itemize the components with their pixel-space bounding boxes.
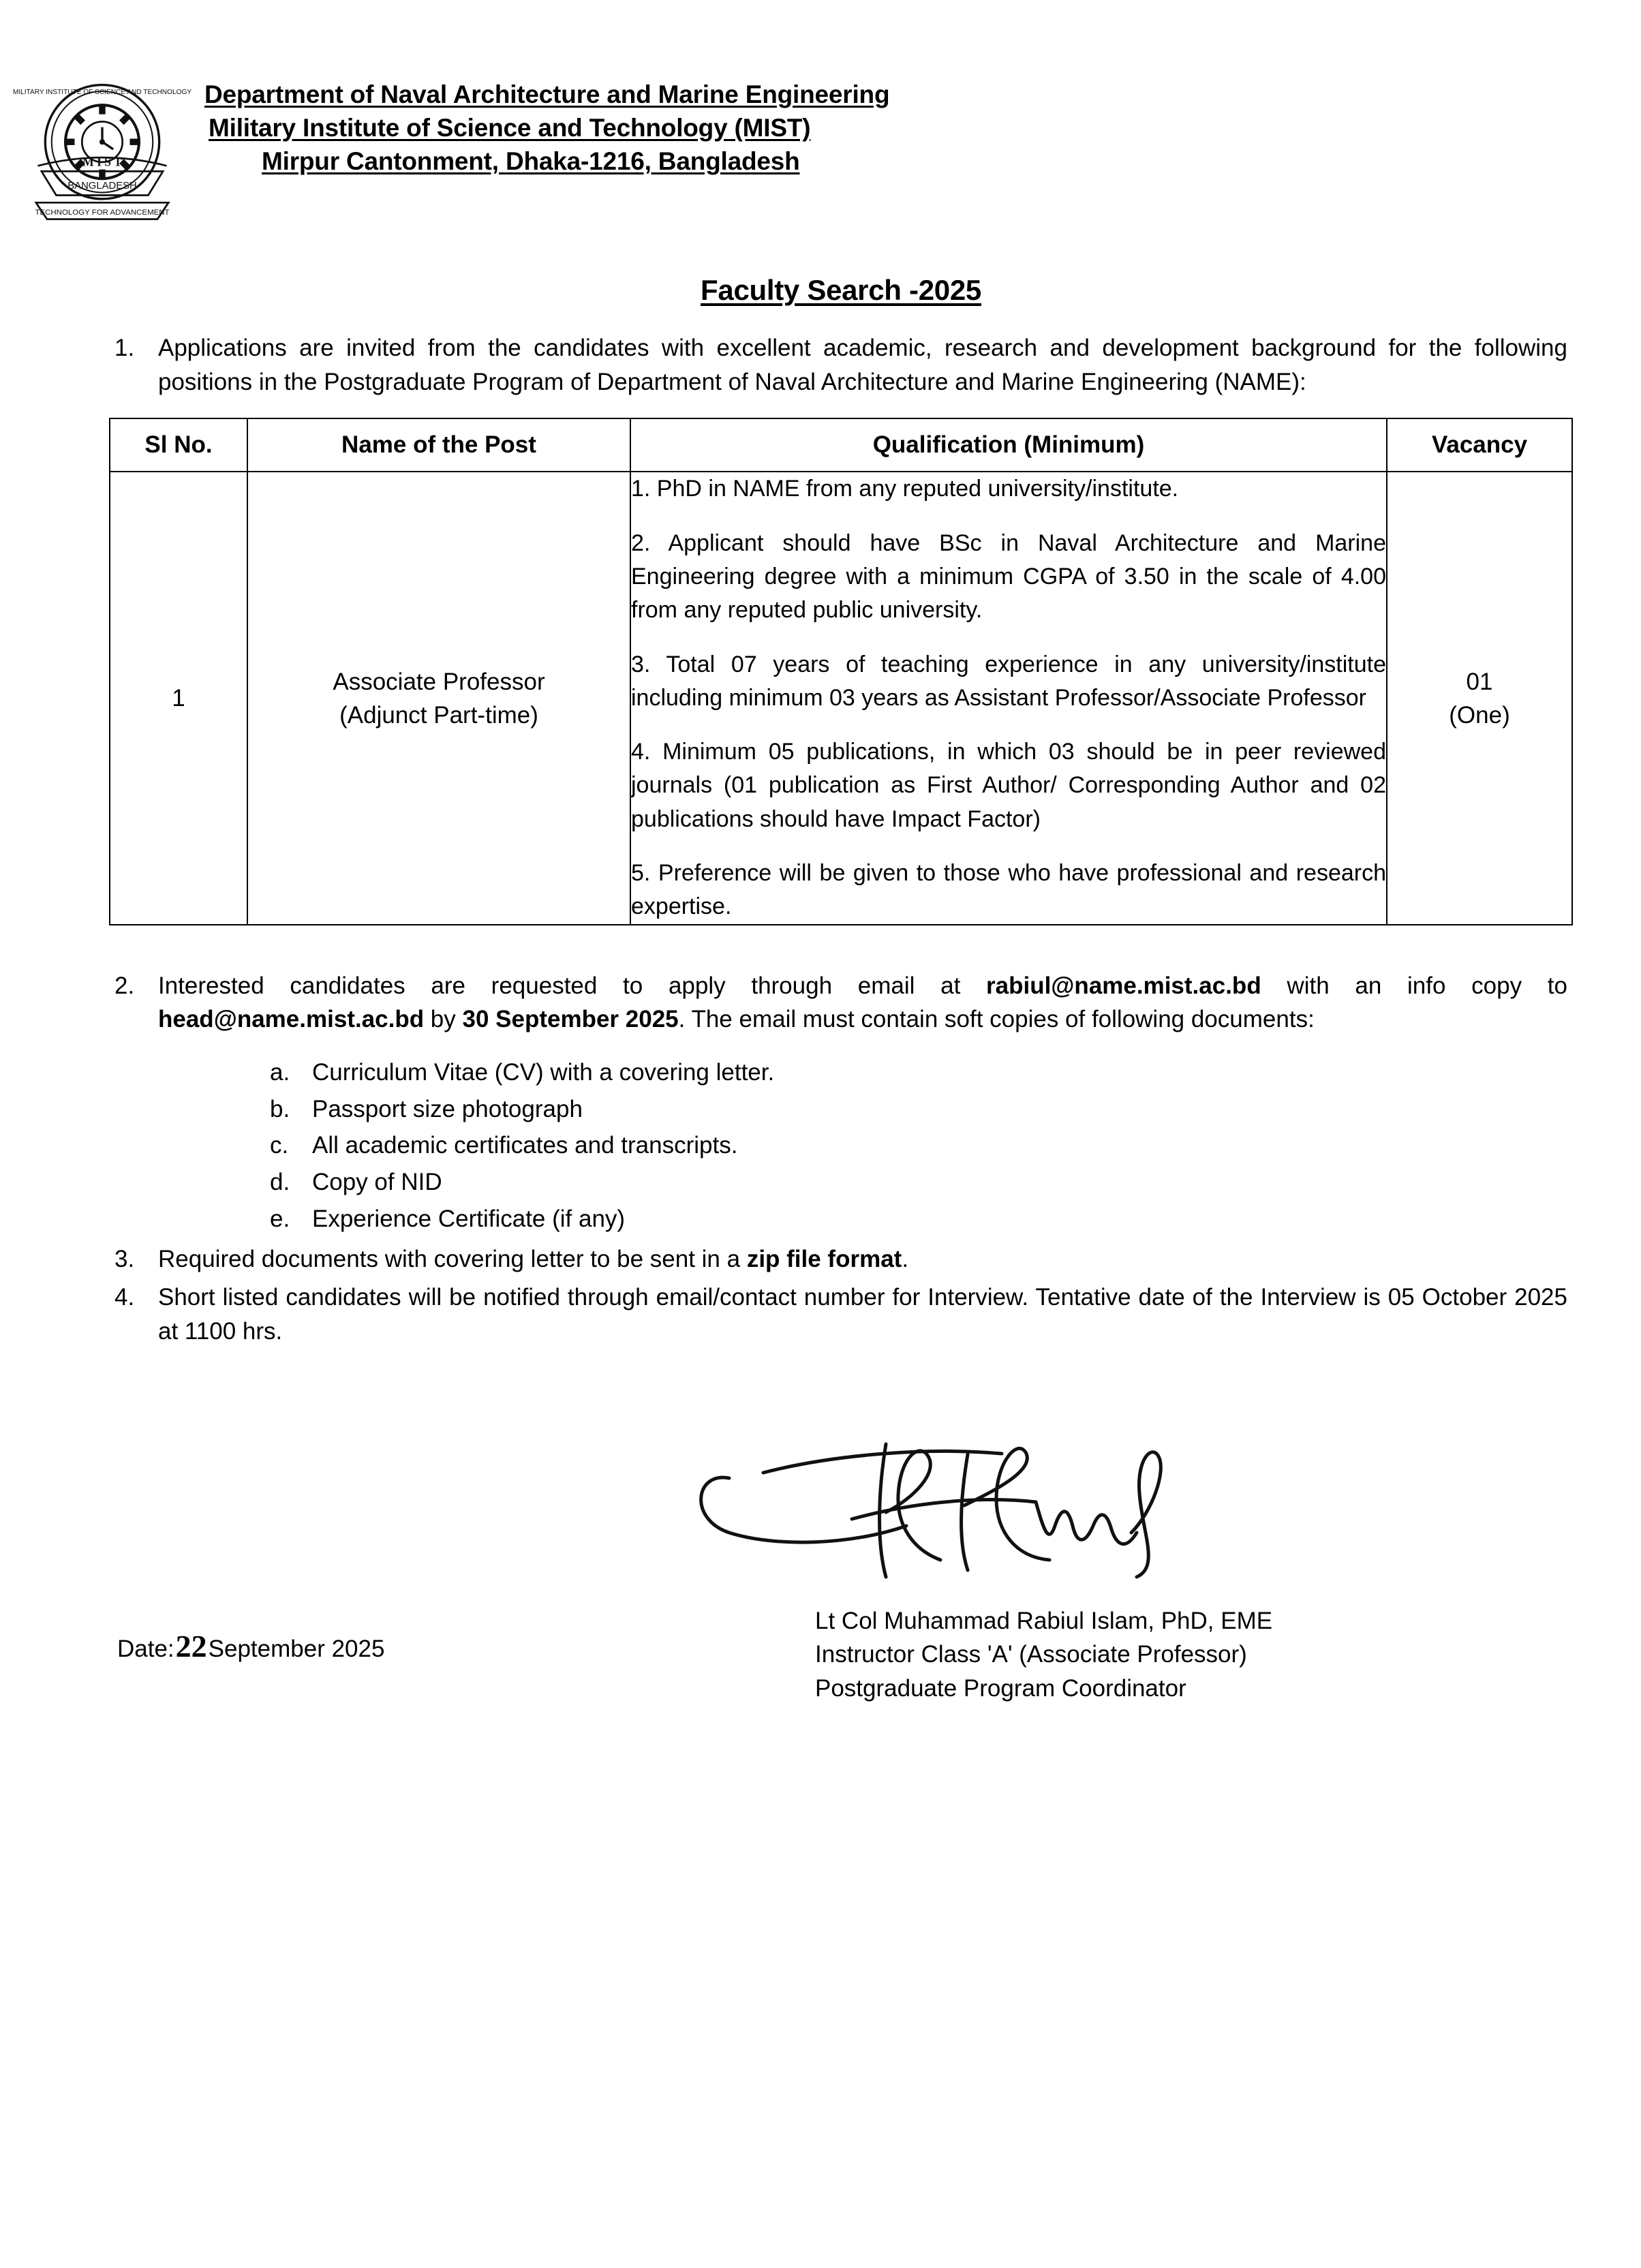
apply-text-part4: . The email must contain soft copies of following documents:: [678, 1006, 1315, 1033]
svg-text:MILITARY INSTITUTE OF SCIENCE: MILITARY INSTITUTE OF SCIENCE AND TECHNOLOGY: [12, 89, 192, 96]
apply-email-cc: head@name.mist.ac.bd: [158, 1006, 425, 1033]
apply-paragraph: [114, 969, 1567, 1037]
cell-sl: 1: [110, 472, 247, 924]
list-item-text: Copy of NID: [312, 1169, 442, 1196]
zip-note-number: 3.: [114, 1246, 135, 1273]
date-label: Date:: [117, 1635, 174, 1662]
header-location: Mirpur Cantonment, Dhaka-1216, Bangladesh: [262, 147, 800, 176]
header-department: Department of Naval Architecture and Marine Engineering: [204, 80, 890, 108]
signature-area: [0, 1430, 1641, 1702]
table-header-row: [110, 418, 1572, 472]
interview-paragraph: [114, 1281, 1567, 1348]
qualification-item-4: 4. Minimum 05 publications, in which 03 should be in peer reviewed journals (01 publication as First Author/ Corresponding Author and 02 publications should have Impact Factor): [631, 739, 1386, 832]
intro-text: Applications are invited from the candidates with excellent academic, research and development background for the following positions in the Postgraduate Program of Department of Naval Architecture and Marine Engineering (NAME):: [158, 335, 1567, 395]
document-header: [0, 0, 1641, 241]
apply-text-part1: Interested candidates are requested to apply through email at: [158, 972, 987, 999]
qualification-item-5: 5. Preference will be given to those who have professional and research expertise.: [631, 860, 1386, 920]
apply-text-part3: by: [424, 1006, 463, 1033]
zip-note-part1: Required documents with covering letter to be sent in a: [158, 1246, 747, 1273]
list-item-text: All academic certificates and transcripts.: [312, 1132, 738, 1159]
interview-number: 4.: [114, 1284, 135, 1311]
intro-number: 1.: [114, 335, 135, 361]
qualification-item-2: 2. Applicant should have BSc in Naval Architecture and Marine Engineering degree with a minimum CGPA of 3.50 in the scale of 4.00 from any reputed public university.: [631, 530, 1386, 624]
cell-post-line2: (Adjunct Part-time): [339, 701, 538, 729]
apply-deadline: 30 September 2025: [462, 1006, 679, 1033]
svg-text:M I S T: M I S T: [82, 155, 122, 169]
cell-vacancy: [1387, 472, 1572, 924]
signatory-block: [815, 1604, 1272, 1706]
list-item: [270, 1092, 1567, 1127]
date-line: [117, 1628, 384, 1664]
signatory-name: Lt Col Muhammad Rabiul Islam, PhD, EME: [815, 1607, 1273, 1634]
col-header-vacancy: Vacancy: [1387, 418, 1572, 472]
header-institute: Military Institute of Science and Technology (MIST): [209, 114, 811, 142]
page-title-text: Faculty Search -2025: [701, 274, 981, 306]
list-item: [270, 1202, 1567, 1236]
apply-email-primary: rabiul@name.mist.ac.bd: [986, 972, 1261, 999]
signatory-title: Instructor Class 'A' (Associate Professor): [815, 1641, 1247, 1668]
cell-post: [247, 472, 630, 924]
list-item-letter: d.: [270, 1169, 290, 1196]
apply-number: 2.: [114, 972, 135, 999]
list-item-text: Experience Certificate (if any): [312, 1205, 626, 1232]
svg-text:BANGLADESH: BANGLADESH: [67, 181, 137, 192]
qualification-item-3: 3. Total 07 years of teaching experience in any university/institute including minimum 03 years as Assistant Professor/Associate Professor: [631, 651, 1386, 711]
mist-crest-icon: [0, 50, 204, 241]
list-item: [270, 1165, 1567, 1199]
list-item-letter: e.: [270, 1205, 290, 1232]
apply-section: [0, 969, 1641, 1349]
col-header-sl: Sl No.: [110, 418, 247, 472]
cell-vacancy-count: 01: [1466, 668, 1493, 695]
intro-section: [0, 331, 1641, 399]
positions-table-wrap: [0, 418, 1641, 925]
zip-note-text: [158, 1242, 1567, 1276]
col-header-qualification: Qualification (Minimum): [630, 418, 1387, 472]
list-item: [270, 1056, 1567, 1090]
interview-text: Short listed candidates will be notified through email/contact number for Interview. Tentative date of the Interview is 05 October 2025 at 1100 hrs.: [158, 1284, 1567, 1345]
table-row: [110, 472, 1572, 924]
cell-vacancy-words: (One): [1449, 701, 1510, 729]
date-rest: September 2025: [208, 1635, 385, 1662]
zip-note-paragraph: [114, 1242, 1567, 1276]
col-header-post: Name of the Post: [247, 418, 630, 472]
cell-qualifications: [630, 472, 1387, 924]
list-item-text: Passport size photograph: [312, 1095, 583, 1122]
header-address-block: [204, 50, 889, 179]
apply-text: [158, 969, 1567, 1037]
list-item-letter: c.: [270, 1132, 289, 1159]
apply-text-part2: with an info copy to: [1261, 972, 1567, 999]
positions-table: [109, 418, 1573, 925]
list-item: [270, 1129, 1567, 1163]
page-title: [41, 274, 1641, 307]
list-item-letter: b.: [270, 1095, 290, 1122]
qualification-item-1: 1. PhD in NAME from any reputed university/institute.: [631, 476, 1179, 502]
signatory-role: Postgraduate Program Coordinator: [815, 1674, 1186, 1702]
svg-text:TECHNOLOGY FOR ADVANCEMENT: TECHNOLOGY FOR ADVANCEMENT: [35, 208, 170, 217]
handwritten-signature: [681, 1430, 1295, 1587]
list-item-text: Curriculum Vitae (CV) with a covering letter.: [312, 1059, 775, 1086]
zip-note-emphasis: zip file format: [746, 1246, 902, 1273]
cell-post-line1: Associate Professor: [333, 668, 545, 695]
zip-note-part2: .: [902, 1246, 909, 1273]
documents-list: [114, 1056, 1567, 1236]
date-value: 22: [175, 1628, 207, 1664]
intro-paragraph: [114, 331, 1567, 399]
list-item-letter: a.: [270, 1059, 290, 1086]
